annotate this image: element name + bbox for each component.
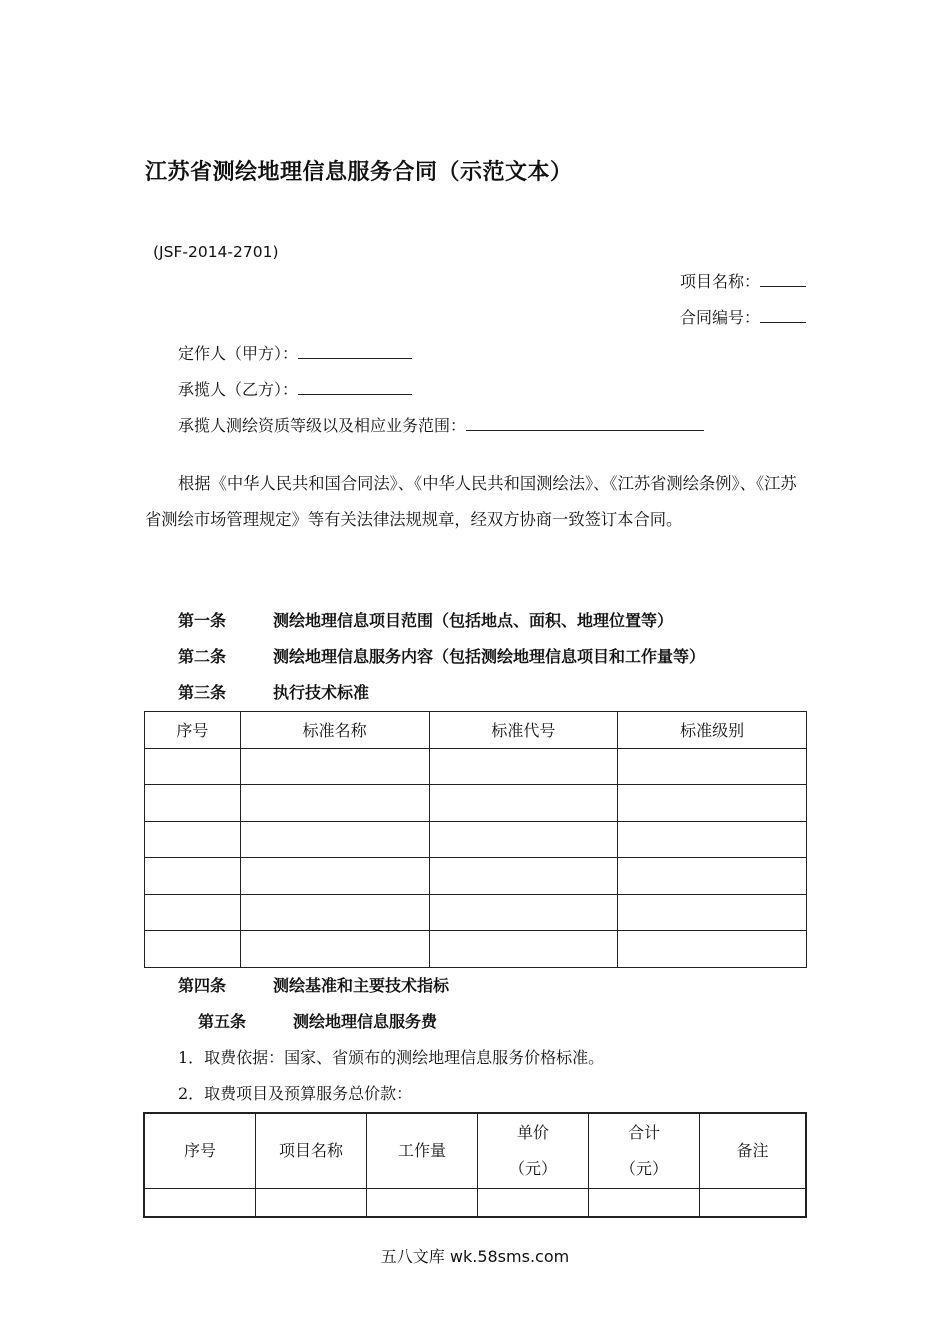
header-cell-line: （元） — [508, 1159, 557, 1178]
project-name-label: 项目名称： — [679, 272, 760, 291]
table-header-row — [144, 1113, 806, 1189]
table-cell — [429, 931, 618, 968]
header-cell: 序号 — [145, 712, 241, 749]
header-cell — [478, 1113, 589, 1189]
standards-table — [144, 711, 807, 968]
party-b-blank — [298, 380, 412, 395]
table-cell — [144, 1189, 256, 1218]
table-cell — [145, 821, 241, 858]
header-cell: 项目名称 — [256, 1113, 367, 1189]
table-cell — [618, 821, 807, 858]
article-number: 第五条 — [198, 1012, 247, 1031]
article-title: 测绘地理信息项目范围（包括地点、面积、地理位置等） — [273, 611, 674, 630]
article-title: 测绘地理信息服务费 — [293, 1012, 438, 1031]
table-cell — [589, 1189, 700, 1218]
article-4 — [178, 973, 449, 996]
fee-basis: 1．取费依据：国家、省颁布的测绘地理信息服务价格标准。 — [178, 1048, 605, 1067]
article-number: 第二条 — [178, 647, 227, 666]
article-2 — [178, 644, 705, 667]
table-cell — [145, 894, 241, 931]
party-b-field — [178, 377, 412, 400]
table-cell — [478, 1189, 589, 1218]
header-cell-line: 合计 — [627, 1123, 660, 1142]
contract-no-field — [680, 305, 806, 328]
table-cell — [240, 931, 429, 968]
party-a-blank — [298, 344, 412, 359]
project-name-field — [680, 269, 806, 292]
article-5 — [198, 1009, 437, 1032]
header-cell: 标准名称 — [240, 712, 429, 749]
table-header-row — [145, 712, 807, 749]
header-cell: 标准级别 — [618, 712, 807, 749]
article-number: 第四条 — [178, 976, 227, 995]
table-cell — [145, 931, 241, 968]
table-row — [145, 821, 807, 858]
header-cell-line: 单价 — [516, 1123, 549, 1142]
intro-paragraph: 根据《中华人民共和国合同法》、《中华人民共和国测绘法》、《江苏省测绘条例》、《江苏省测绘市场管理规定》等有关法律法规规章，经双方协商一致签订本合同。 — [145, 474, 797, 529]
article-title: 执行技术标准 — [273, 683, 370, 702]
table-row — [144, 1189, 806, 1218]
table-row — [145, 748, 807, 785]
table-cell — [618, 931, 807, 968]
article-1 — [178, 608, 673, 631]
contract-no-blank — [760, 308, 806, 323]
table-cell — [700, 1189, 807, 1218]
table-cell — [145, 748, 241, 785]
party-a-field — [178, 341, 412, 364]
table-cell — [429, 894, 618, 931]
table-cell — [240, 821, 429, 858]
table-cell — [429, 858, 618, 895]
table-cell — [618, 894, 807, 931]
table-row — [145, 894, 807, 931]
party-b-label: 承揽人（乙方）： — [178, 380, 299, 399]
qualification-field — [178, 413, 704, 436]
table-cell — [618, 748, 807, 785]
article-3 — [178, 680, 369, 703]
table-cell — [618, 858, 807, 895]
document-code: (JSF-2014-2701) — [153, 243, 279, 261]
table-cell — [429, 785, 618, 822]
table-cell — [240, 858, 429, 895]
table-cell — [256, 1189, 367, 1218]
fee-items-label: 2．取费项目及预算服务总价款： — [178, 1084, 413, 1103]
table-row — [145, 785, 807, 822]
footer-watermark: 五八文库 wk.58sms.com — [380, 1247, 570, 1266]
header-cell-line: （元） — [619, 1159, 668, 1178]
header-cell: 工作量 — [367, 1113, 478, 1189]
project-name-blank — [760, 272, 806, 287]
qualification-blank — [466, 416, 704, 431]
article-number: 第三条 — [178, 683, 227, 702]
table-cell — [240, 785, 429, 822]
table-cell — [429, 821, 618, 858]
table-cell — [145, 858, 241, 895]
table-row — [145, 858, 807, 895]
article-title: 测绘基准和主要技术指标 — [273, 976, 450, 995]
table-cell — [618, 785, 807, 822]
table-row — [145, 931, 807, 968]
header-cell — [589, 1113, 700, 1189]
qualification-label: 承揽人测绘资质等级以及相应业务范围： — [178, 416, 467, 435]
fee-table — [143, 1112, 807, 1218]
article-number: 第一条 — [178, 611, 227, 630]
table-cell — [240, 748, 429, 785]
contract-no-label: 合同编号： — [679, 308, 760, 327]
header-cell: 标准代号 — [429, 712, 618, 749]
table-cell — [145, 785, 241, 822]
article-title: 测绘地理信息服务内容（包括测绘地理信息项目和工作量等） — [273, 647, 706, 666]
table-cell — [367, 1189, 478, 1218]
header-cell: 备注 — [700, 1113, 807, 1189]
table-cell — [240, 894, 429, 931]
document-title: 江苏省测绘地理信息服务合同（示范文本） — [145, 160, 573, 185]
header-cell: 序号 — [144, 1113, 256, 1189]
party-a-label: 定作人（甲方）： — [178, 344, 299, 363]
table-cell — [429, 748, 618, 785]
